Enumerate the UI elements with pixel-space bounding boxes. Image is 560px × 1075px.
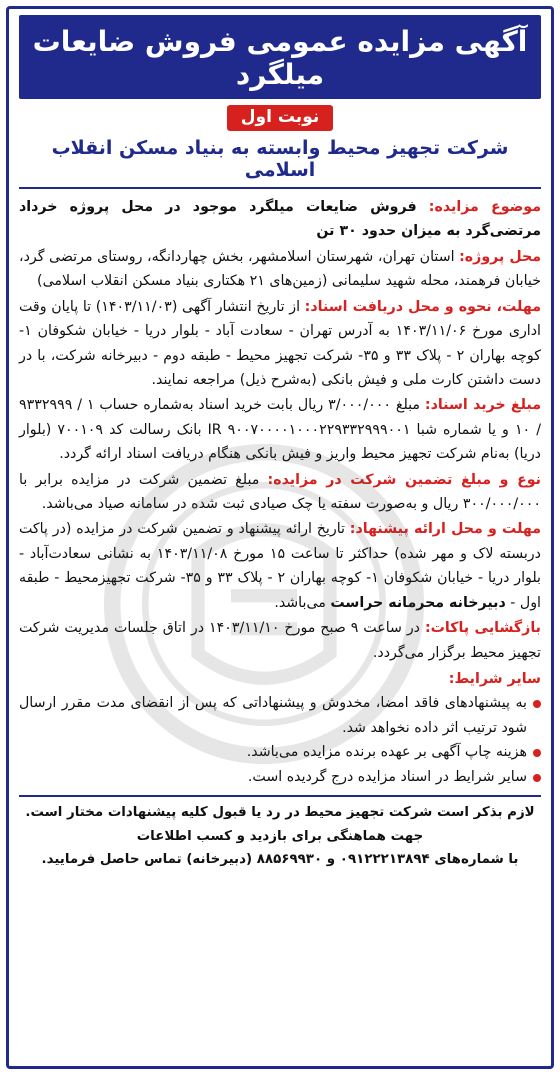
section-label: مهلت و محل ارائه پیشنهاد: <box>349 521 542 538</box>
notice-body <box>19 195 541 789</box>
company-name: شرکت تجهیز محیط وابسته به بنیاد مسکن انقلاب اسلامی <box>19 137 541 189</box>
condition-item <box>19 765 541 789</box>
condition-text: سایر شرایط در اسناد مزایده درج گردیده است. <box>247 768 527 785</box>
section-label: مهلت، نحوه و محل دریافت اسناد: <box>304 298 541 315</box>
section-label: نوع و مبلغ تضمین شرکت در مزایده: <box>267 471 541 488</box>
section-label: بازگشایی پاکات: <box>424 620 541 637</box>
section-documents <box>19 295 541 393</box>
bullet-dot-icon <box>533 749 541 757</box>
footer-line: با شماره‌های ۰۹۱۲۲۲۱۳۸۹۴ و ۸۸۵۶۹۹۳۰ (دبیرخانه) تماس حاصل فرمایید. <box>41 852 519 868</box>
section-proposal <box>19 517 541 615</box>
round-badge: نوبت اول <box>227 105 333 131</box>
section-text: استان تهران، شهرستان اسلامشهر، بخش چهاردانگه، روستای مرتضی گرد، خیابان فرهمند، محله شهید سلیمانی (زمین‌های ۲۱ هکتاری بنیاد مسکن انقلاب اسلامی) <box>19 248 541 290</box>
notice-title: آگهی مزایده عمومی فروش ضایعات میلگرد <box>19 15 541 99</box>
section-opening <box>19 616 541 665</box>
section-text: از تاریخ انتشار آگهی (۱۴۰۳/۱۱/۰۳) تا پایان وقت اداری مورخ ۱۴۰۳/۱۱/۰۶ به آدرس تهران - سعادت آباد - بلوار دریا - خیابان شکوفان ۱- کوچه بهاران ۲ - پلاک ۳۳ و ۳۵- شرکت تجهیز محیط - طبقه دوم - دبیرخانه شرکت، با در دست داشتن کارت ملی و فیش بانکی (به‌شرح ذیل) مراجعه نمایند. <box>19 298 541 388</box>
section-subject <box>19 195 541 244</box>
condition-item <box>19 740 541 764</box>
bullet-dot-icon <box>533 700 541 708</box>
section-text-bold: دبیرخانه محرمانه حراست <box>330 594 506 611</box>
section-label: مبلغ خرید اسناد: <box>424 397 541 414</box>
section-label: محل پروژه: <box>459 248 541 265</box>
footer-line: جهت هماهنگی برای بازدید و کسب اطلاعات <box>136 828 424 844</box>
section-text: فروش ضایعات میلگرد موجود در محل پروژه خرداد مرتضی‌گرد به میزان حدود ۳۰ تن <box>19 199 541 240</box>
footer-line: لازم بذکر است شرکت تجهیز محیط در رد یا قبول کلیه پیشنهادات مختار است. <box>25 805 535 821</box>
other-conditions-heading: سایر شرایط: <box>448 671 541 688</box>
section-price <box>19 393 541 466</box>
condition-text: هزینه چاپ آگهی بر عهده برنده مزایده می‌باشد. <box>246 744 527 761</box>
condition-text: به پیشنهادهای فاقد امضا، مخدوش و پیشنهاداتی که پس از انقضای مدت مقرر ارسال شود ترتیب اثر داده نخواهد شد. <box>19 695 527 736</box>
notice-footer <box>19 795 541 871</box>
section-text: مبلغ تضمین شرکت در مزایده برابر با ۳۰۰/۰۰۰/۰۰۰ ریال و به‌صورت سفته یا چک صیادی ثبت شده در سامانه صیاد می‌باشد. <box>19 471 541 513</box>
section-text: مبلغ ۳/۰۰۰/۰۰۰ ریال بابت خرید اسناد به‌شماره حساب ۱ / ۹۳۳۲۹۹۹ / ۱۰ و یا شماره شبا IR ۹۰۰۷۰۰۰۰۱۰۰۰۲۲۹۳۳۲۹۹۹۰۰۱ بانک رسالت کد ۷۰۰۱۰۹ (بلوار دریا) به‌نام شرکت تجهیز محیط واریز و فیش بانکی هنگام دریافت اسناد ارائه گردد. <box>19 397 541 463</box>
section-text-tail: می‌باشد. <box>274 594 331 611</box>
section-text: تاریخ ارائه پیشنهاد و تضمین شرکت در مزایده (در پاکت دربسته لاک و مهر شده) حداکثر تا ساعت ۱۵ مورخ ۱۴۰۳/۱۱/۰۸ به نشانی سعادت‌آباد - بلوار دریا - خیابان شکوفان ۱- کوچه بهاران ۲ - پلاک ۳۳ و ۳۵- شرکت تجهیزمحیط - طبقه اول - <box>19 521 542 611</box>
section-guarantee <box>19 468 541 517</box>
condition-item <box>19 691 541 740</box>
section-text: در ساعت ۹ صبح مورخ ۱۴۰۳/۱۱/۱۰ در اتاق جلسات مدیریت شرکت تجهیز محیط برگزار می‌گردد. <box>19 620 541 661</box>
section-label: موضوع مزایده: <box>428 199 541 215</box>
badge-row <box>19 105 541 131</box>
bullet-dot-icon <box>533 774 541 782</box>
auction-notice <box>6 6 554 1069</box>
section-location <box>19 245 541 294</box>
